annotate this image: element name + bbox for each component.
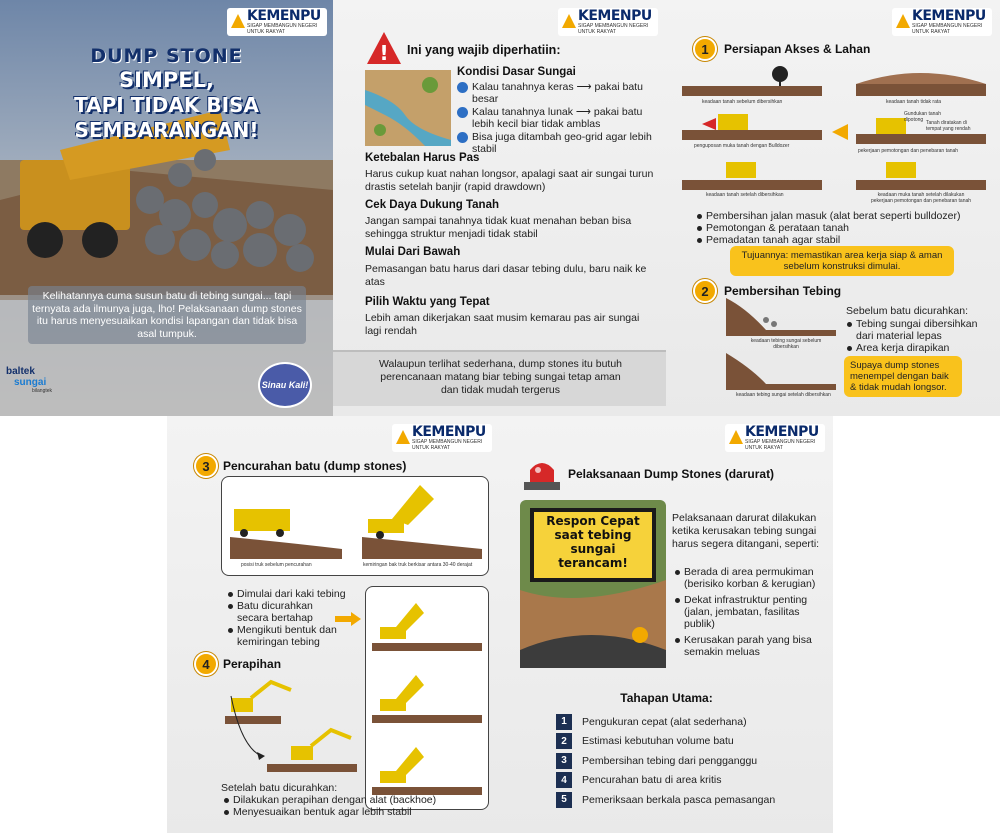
step-4-intro: Setelah batu dicurahkan: (221, 782, 338, 794)
emergency-list (674, 566, 824, 658)
caption: pekerjaan pemotongan dan penebaran tanah (858, 148, 959, 154)
step-row: 4 Pencurahan batu di area kritis (556, 771, 816, 791)
cover-panel (0, 0, 333, 416)
s3-title: Cek Daya Dukung Tanah (365, 199, 499, 211)
preparation-panel (666, 0, 1000, 416)
list-item: Pembersihan jalan masuk (alat berat seperti bulldozer) (696, 210, 986, 222)
s3-text: Jangan sampai tanahnya tidak kuat menahan beban bisa sehingga struktur menjadi tidak stabil (365, 215, 632, 240)
kemenpu-logo: KEMENPU SIGAP MEMBANGUN NEGERI UNTUK RAKYAT (227, 8, 327, 36)
step-row: 1 Pengukuran cepat (alat sederhana) (556, 712, 816, 732)
steps-list (556, 712, 816, 810)
step-row: 5 Pemeriksaan berkala pasca pemasangan (556, 790, 816, 810)
caption: keadaan muka tanah setelah dilakukan pekerjaan pemotongan dan penebaran tanah (870, 192, 972, 204)
s1-list (457, 81, 657, 155)
checklist-footer: Walaupun terlihat sederhana, dump stones itu butuh perencanaan matang biar tebing sungai tetap aman dan tidak mudah tergerus (378, 358, 623, 396)
kemenpu-logo: KEMENPU SIGAP MEMBANGUN NEGERI UNTUK RAKYAT (392, 424, 492, 452)
emergency-panel (500, 416, 833, 833)
step-2-note: Supaya dump stones menempel dengan baik & tidak mudah longsor. (844, 356, 962, 397)
s1-title: Kondisi Dasar Sungai (457, 66, 576, 78)
list-item: Tebing sungai dibersihkan dari material lepas (846, 318, 996, 342)
step-4-title: Perapihan (223, 657, 282, 671)
steps-title: Tahapan Utama: (620, 691, 713, 705)
s5-text: Lebih aman dikerjakan saat musim kemarau pas air sungai lagi rendah (365, 312, 640, 337)
check-icon (457, 82, 468, 93)
cover-body: Kelihatannya cuma susun batu di tebing sungai... tapi ternyata ada ilmunya juga, lho! Pelaksanaan dump stones itu harus menyesuaikan kondisi lapangan dan tidak bisa asal tumpuk. (28, 286, 306, 344)
step-number: 1 (556, 714, 572, 730)
emergency-title: Pelaksanaan Dump Stones (darurat) (568, 467, 775, 481)
goal-box: Tujuannya: memastikan area kerja siap & aman sebelum konstruksi dimulai. (730, 246, 954, 276)
cover-title-2: SIMPEL, (119, 68, 214, 92)
step-1-list (696, 210, 986, 246)
dump-sequence-box (365, 586, 489, 810)
land-preparation-diagram (680, 62, 990, 202)
sinau-kali-badge: Sinau Kali! (258, 362, 312, 408)
warning-icon (365, 30, 403, 66)
list-item: Area kerja dirapikan (846, 342, 996, 354)
step-number: 3 (556, 753, 572, 769)
step-4-list (223, 794, 483, 818)
step-row: 3 Pembersihan tebing dari pengganggu (556, 751, 816, 771)
cover-title-3: TAPI TIDAK BISA (74, 93, 259, 117)
kemenpu-logo: KEMENPU SIGAP MEMBANGUN NEGERI UNTUK RAKYAT (725, 424, 825, 452)
kemenpu-logo: KEMENPU SIGAP MEMBANGUN NEGERI UNTUK RAKYAT (558, 8, 658, 36)
list-item: Dekat infrastruktur penting (jalan, jembatan, fasilitas publik) (674, 594, 824, 630)
siren-icon (520, 456, 564, 492)
check-icon (457, 132, 468, 143)
list-item: Pemadatan tanah agar stabil (696, 234, 986, 246)
arrow-right-icon (335, 612, 361, 626)
cover-title-1: DUMP STONE (90, 45, 243, 67)
baltek-logo: baltek sungai bilangtek (6, 366, 53, 394)
list-item: Batu dicurahkan secara bertahap (227, 600, 347, 624)
caption: posisi truk sebelum pencurahan (241, 562, 312, 568)
check-icon (457, 107, 468, 118)
caption: penguposan muka tanah dengan Bulldozer (694, 143, 790, 149)
step-3-title: Pencurahan batu (dump stones) (223, 459, 407, 473)
step-1-badge: 1 (693, 37, 717, 61)
list-item: Bisa juga ditambah geo-grid agar lebih stabil (457, 131, 657, 155)
s4-title: Mulai Dari Bawah (365, 246, 461, 258)
step-number: 2 (556, 733, 572, 749)
cover-title-4: SEMBARANGAN! (74, 118, 259, 142)
caption: Tanah diratakan di tempat yang rendah (926, 120, 971, 132)
list-item: Dimulai dari kaki tebing (227, 588, 347, 600)
truck-dumping-diagram (222, 477, 488, 575)
list-item: Kalau tanahnya lunak ⟶ pakai batu lebih kecil biar tidak amblas (457, 106, 657, 130)
caption: Gundukan tanah dipotong (904, 111, 941, 123)
list-item: Pemotongan & perataan tanah (696, 222, 986, 234)
step-3-badge: 3 (194, 454, 218, 478)
step-row: 2 Estimasi kebutuhan volume batu (556, 732, 816, 752)
step-2-intro: Sebelum batu dicurahkan: (846, 305, 968, 317)
step-4-badge: 4 (194, 652, 218, 676)
backhoe-diagram (221, 676, 361, 776)
step-2-list (846, 318, 996, 354)
step-number: 5 (556, 792, 572, 808)
s4-text: Pemasangan batu harus dari dasar tebing dulu, baru naik ke atas (365, 263, 647, 288)
checklist-heading: Ini yang wajib diperhatiin: (407, 43, 561, 57)
s2-title: Ketebalan Harus Pas (365, 152, 480, 164)
s2-text: Harus cukup kuat nahan longsor, apalagi saat air sungai turun drastis setelah banjir (rapid drawdown) (365, 168, 654, 193)
caption: keadaan tanah tidak rata (886, 99, 942, 105)
emergency-intro: Pelaksanaan darurat dilakukan ketika kerusakan tebing sungai harus segera ditangani, seperti: (672, 512, 820, 550)
s5-title: Pilih Waktu yang Tepat (365, 296, 490, 308)
step-3-list (227, 588, 347, 648)
step-2-title: Pembersihan Tebing (724, 284, 842, 298)
river-illustration (365, 70, 451, 146)
checklist-panel (333, 0, 666, 416)
list-item: Kalau tanahnya keras ⟶ pakai batu besar (457, 81, 657, 105)
list-item: Dilakukan perapihan dengan alat (backhoe) (223, 794, 483, 806)
list-item: Berada di area permukiman (berisiko korban & kerugian) (674, 566, 824, 590)
kemenpu-logo: KEMENPU SIGAP MEMBANGUN NEGERI UNTUK RAKYAT (892, 8, 992, 36)
caption: keadaan tebing sungai sebelum dibersihkan (750, 338, 822, 350)
caption: keadaan tanah setelah dibersihkan (706, 192, 784, 198)
caption: keadaan tanah sebelum dibersihkan (702, 99, 783, 105)
dump-sequence-diagram (366, 587, 488, 809)
list-item: Mengikuti bentuk dan kemiringan tebing (227, 624, 347, 648)
step-number: 4 (556, 772, 572, 788)
warning-sign-text: Respon Cepat saat tebing sungai terancam! (546, 514, 640, 570)
dumping-panel (167, 416, 500, 833)
caption: keadaan tebing sungai setelah dibersihkan (736, 392, 831, 398)
list-item: Kerusakan parah yang bisa semakin meluas (674, 634, 824, 658)
caption: kemiringan bak truk berkisar antara 30-40 derajat (363, 562, 473, 568)
step-2-badge: 2 (693, 279, 717, 303)
svg-text:!: ! (379, 41, 389, 65)
step-1-title: Persiapan Akses & Lahan (724, 42, 871, 56)
dump-diagram-box (221, 476, 489, 576)
list-item: Menyesuaikan bentuk agar lebih stabil (223, 806, 483, 818)
